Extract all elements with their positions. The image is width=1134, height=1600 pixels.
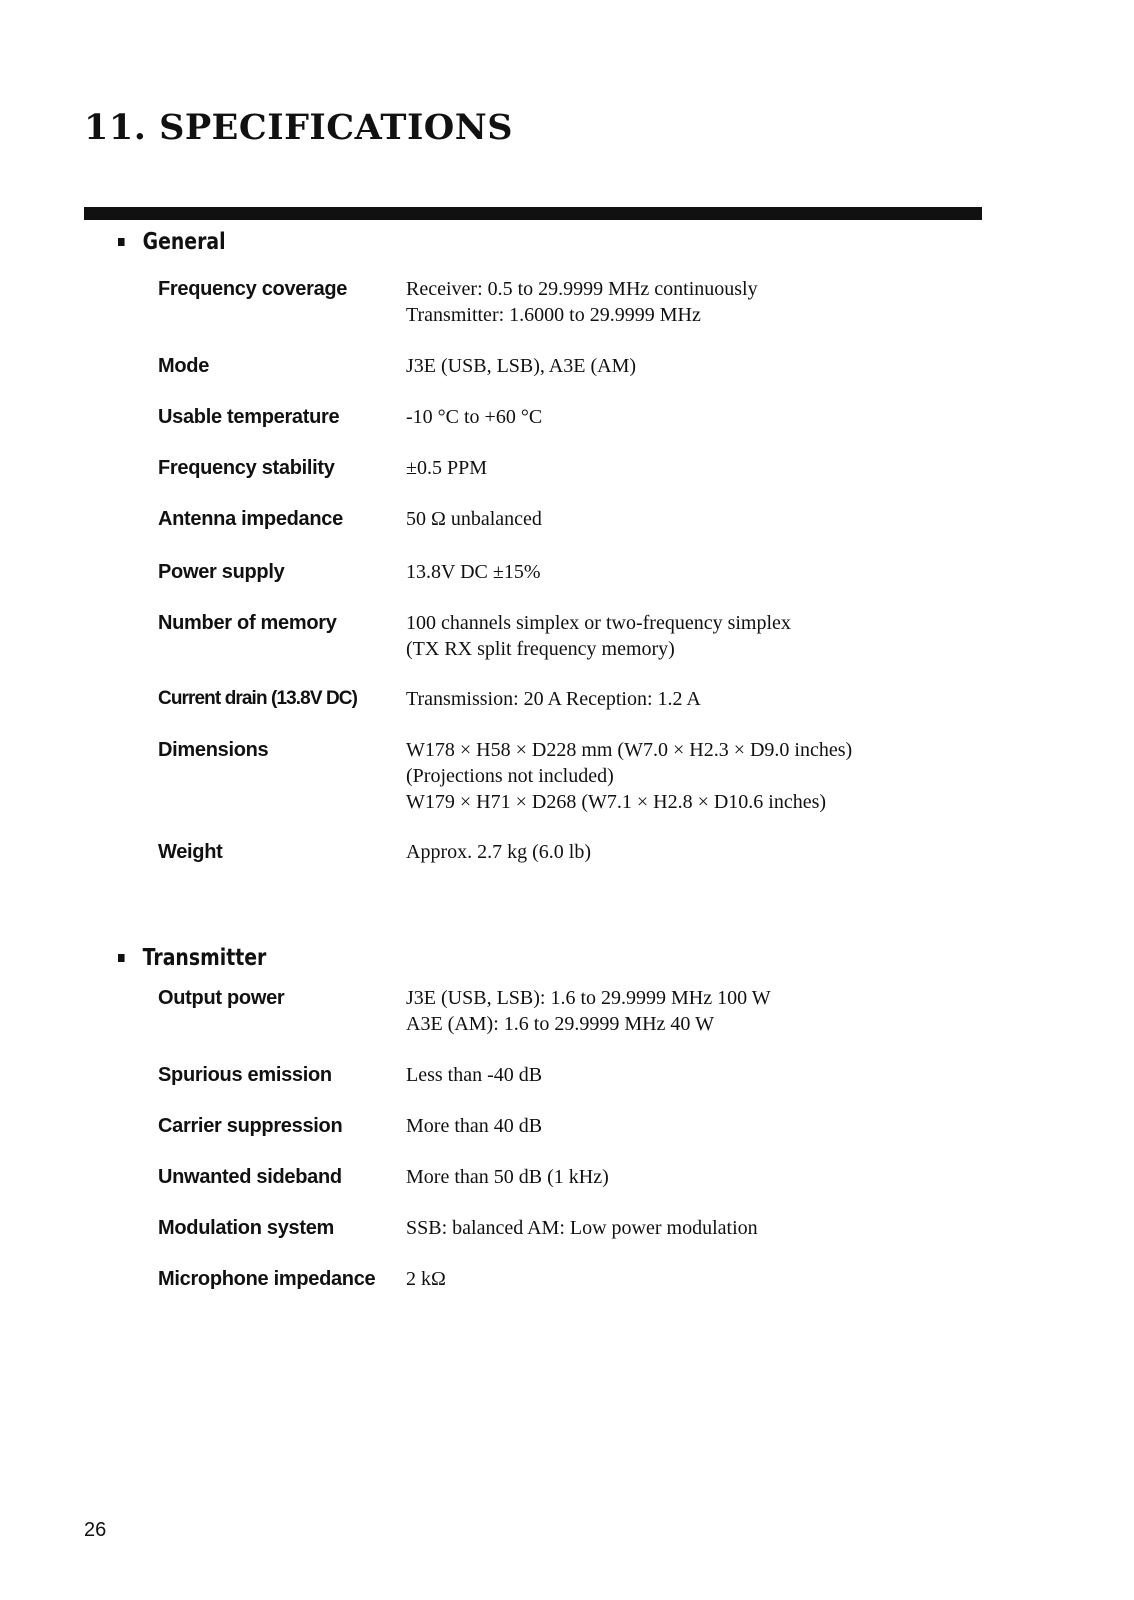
spec-values — [406, 839, 938, 865]
spec-label: Usable temperature — [158, 406, 340, 428]
spec-value: 100 channels simplex or two-frequency simplex — [406, 612, 791, 634]
spec-values — [406, 686, 938, 712]
spec-value: Approx. 2.7 kg (6.0 lb) — [406, 841, 591, 863]
section-heading-general — [118, 228, 226, 256]
bullet-icon — [118, 238, 125, 246]
spec-values — [406, 1113, 938, 1139]
spec-row-weight — [158, 839, 938, 865]
spec-value: More than 50 dB (1 kHz) — [406, 1166, 609, 1188]
spec-value: More than 40 dB — [406, 1115, 543, 1137]
bullet-icon — [118, 954, 125, 962]
spec-values — [406, 1266, 938, 1292]
spec-label: Frequency stability — [158, 457, 335, 479]
section-heading-transmitter — [118, 944, 266, 972]
spec-row-usable-temperature — [158, 404, 938, 430]
section-heading-label: Transmitter — [142, 945, 267, 971]
spec-values — [406, 506, 938, 532]
spec-value: (TX RX split frequency memory) — [406, 638, 675, 660]
spec-value: Receiver: 0.5 to 29.9999 MHz continuously — [406, 278, 758, 300]
spec-row-number-of-memory — [158, 610, 938, 662]
spec-row-power-supply — [158, 559, 938, 585]
page-number: 26 — [84, 1519, 107, 1541]
spec-label: Current drain (13.8V DC) — [158, 688, 358, 709]
spec-values — [406, 353, 938, 379]
section-heading-label: General — [142, 229, 226, 255]
spec-values — [406, 1164, 938, 1190]
spec-label: Unwanted sideband — [158, 1166, 342, 1188]
spec-row-frequency-stability — [158, 455, 938, 481]
spec-values — [406, 985, 938, 1037]
spec-value: A3E (AM): 1.6 to 29.9999 MHz 40 W — [406, 1013, 714, 1035]
spec-value: -10 °C to +60 °C — [406, 406, 543, 428]
spec-values — [406, 559, 938, 585]
spec-row-frequency-coverage — [158, 276, 938, 328]
spec-values — [406, 737, 938, 815]
spec-row-dimensions — [158, 737, 938, 815]
spec-label: Antenna impedance — [158, 508, 343, 530]
spec-label: Spurious emission — [158, 1064, 332, 1086]
spec-row-output-power — [158, 985, 938, 1037]
spec-row-unwanted-sideband — [158, 1164, 938, 1190]
spec-label: Number of memory — [158, 612, 337, 634]
spec-values — [406, 404, 938, 430]
spec-row-antenna-impedance — [158, 506, 938, 532]
spec-value: 2 kΩ — [406, 1268, 446, 1290]
page-title: 11. SPECIFICATIONS — [84, 107, 514, 148]
spec-value: Transmission: 20 A Reception: 1.2 A — [406, 688, 701, 710]
spec-value: 13.8V DC ±15% — [406, 561, 541, 583]
spec-values — [406, 610, 938, 662]
title-rule — [84, 207, 982, 220]
spec-values — [406, 455, 938, 481]
spec-row-mode — [158, 353, 938, 379]
spec-row-spurious-emission — [158, 1062, 938, 1088]
spec-value: ±0.5 PPM — [406, 457, 488, 479]
spec-value: SSB: balanced AM: Low power modulation — [406, 1217, 758, 1239]
spec-label: Weight — [158, 841, 223, 863]
spec-row-carrier-suppression — [158, 1113, 938, 1139]
spec-value: (Projections not included) — [406, 765, 614, 787]
spec-value: W178 × H58 × D228 mm (W7.0 × H2.3 × D9.0 inches) — [406, 739, 853, 761]
spec-label: Output power — [158, 987, 285, 1009]
spec-label: Microphone impedance — [158, 1268, 376, 1290]
spec-label: Modulation system — [158, 1217, 335, 1239]
spec-values — [406, 276, 938, 328]
spec-label: Carrier suppression — [158, 1115, 343, 1137]
spec-value: Less than -40 dB — [406, 1064, 543, 1086]
spec-label: Frequency coverage — [158, 278, 348, 300]
spec-label: Power supply — [158, 561, 285, 583]
spec-label: Dimensions — [158, 739, 269, 761]
spec-value: J3E (USB, LSB), A3E (AM) — [406, 355, 637, 377]
spec-row-microphone-impedance — [158, 1266, 938, 1292]
spec-value: J3E (USB, LSB): 1.6 to 29.9999 MHz 100 W — [406, 987, 771, 1009]
spec-value: Transmitter: 1.6000 to 29.9999 MHz — [406, 304, 701, 326]
spec-values — [406, 1062, 938, 1088]
spec-row-modulation-system — [158, 1215, 938, 1241]
spec-row-current-drain — [158, 686, 938, 712]
spec-label: Mode — [158, 355, 210, 377]
spec-values — [406, 1215, 938, 1241]
spec-value: 50 Ω unbalanced — [406, 508, 542, 530]
spec-value: W179 × H71 × D268 (W7.1 × H2.8 × D10.6 inches) — [406, 791, 827, 813]
